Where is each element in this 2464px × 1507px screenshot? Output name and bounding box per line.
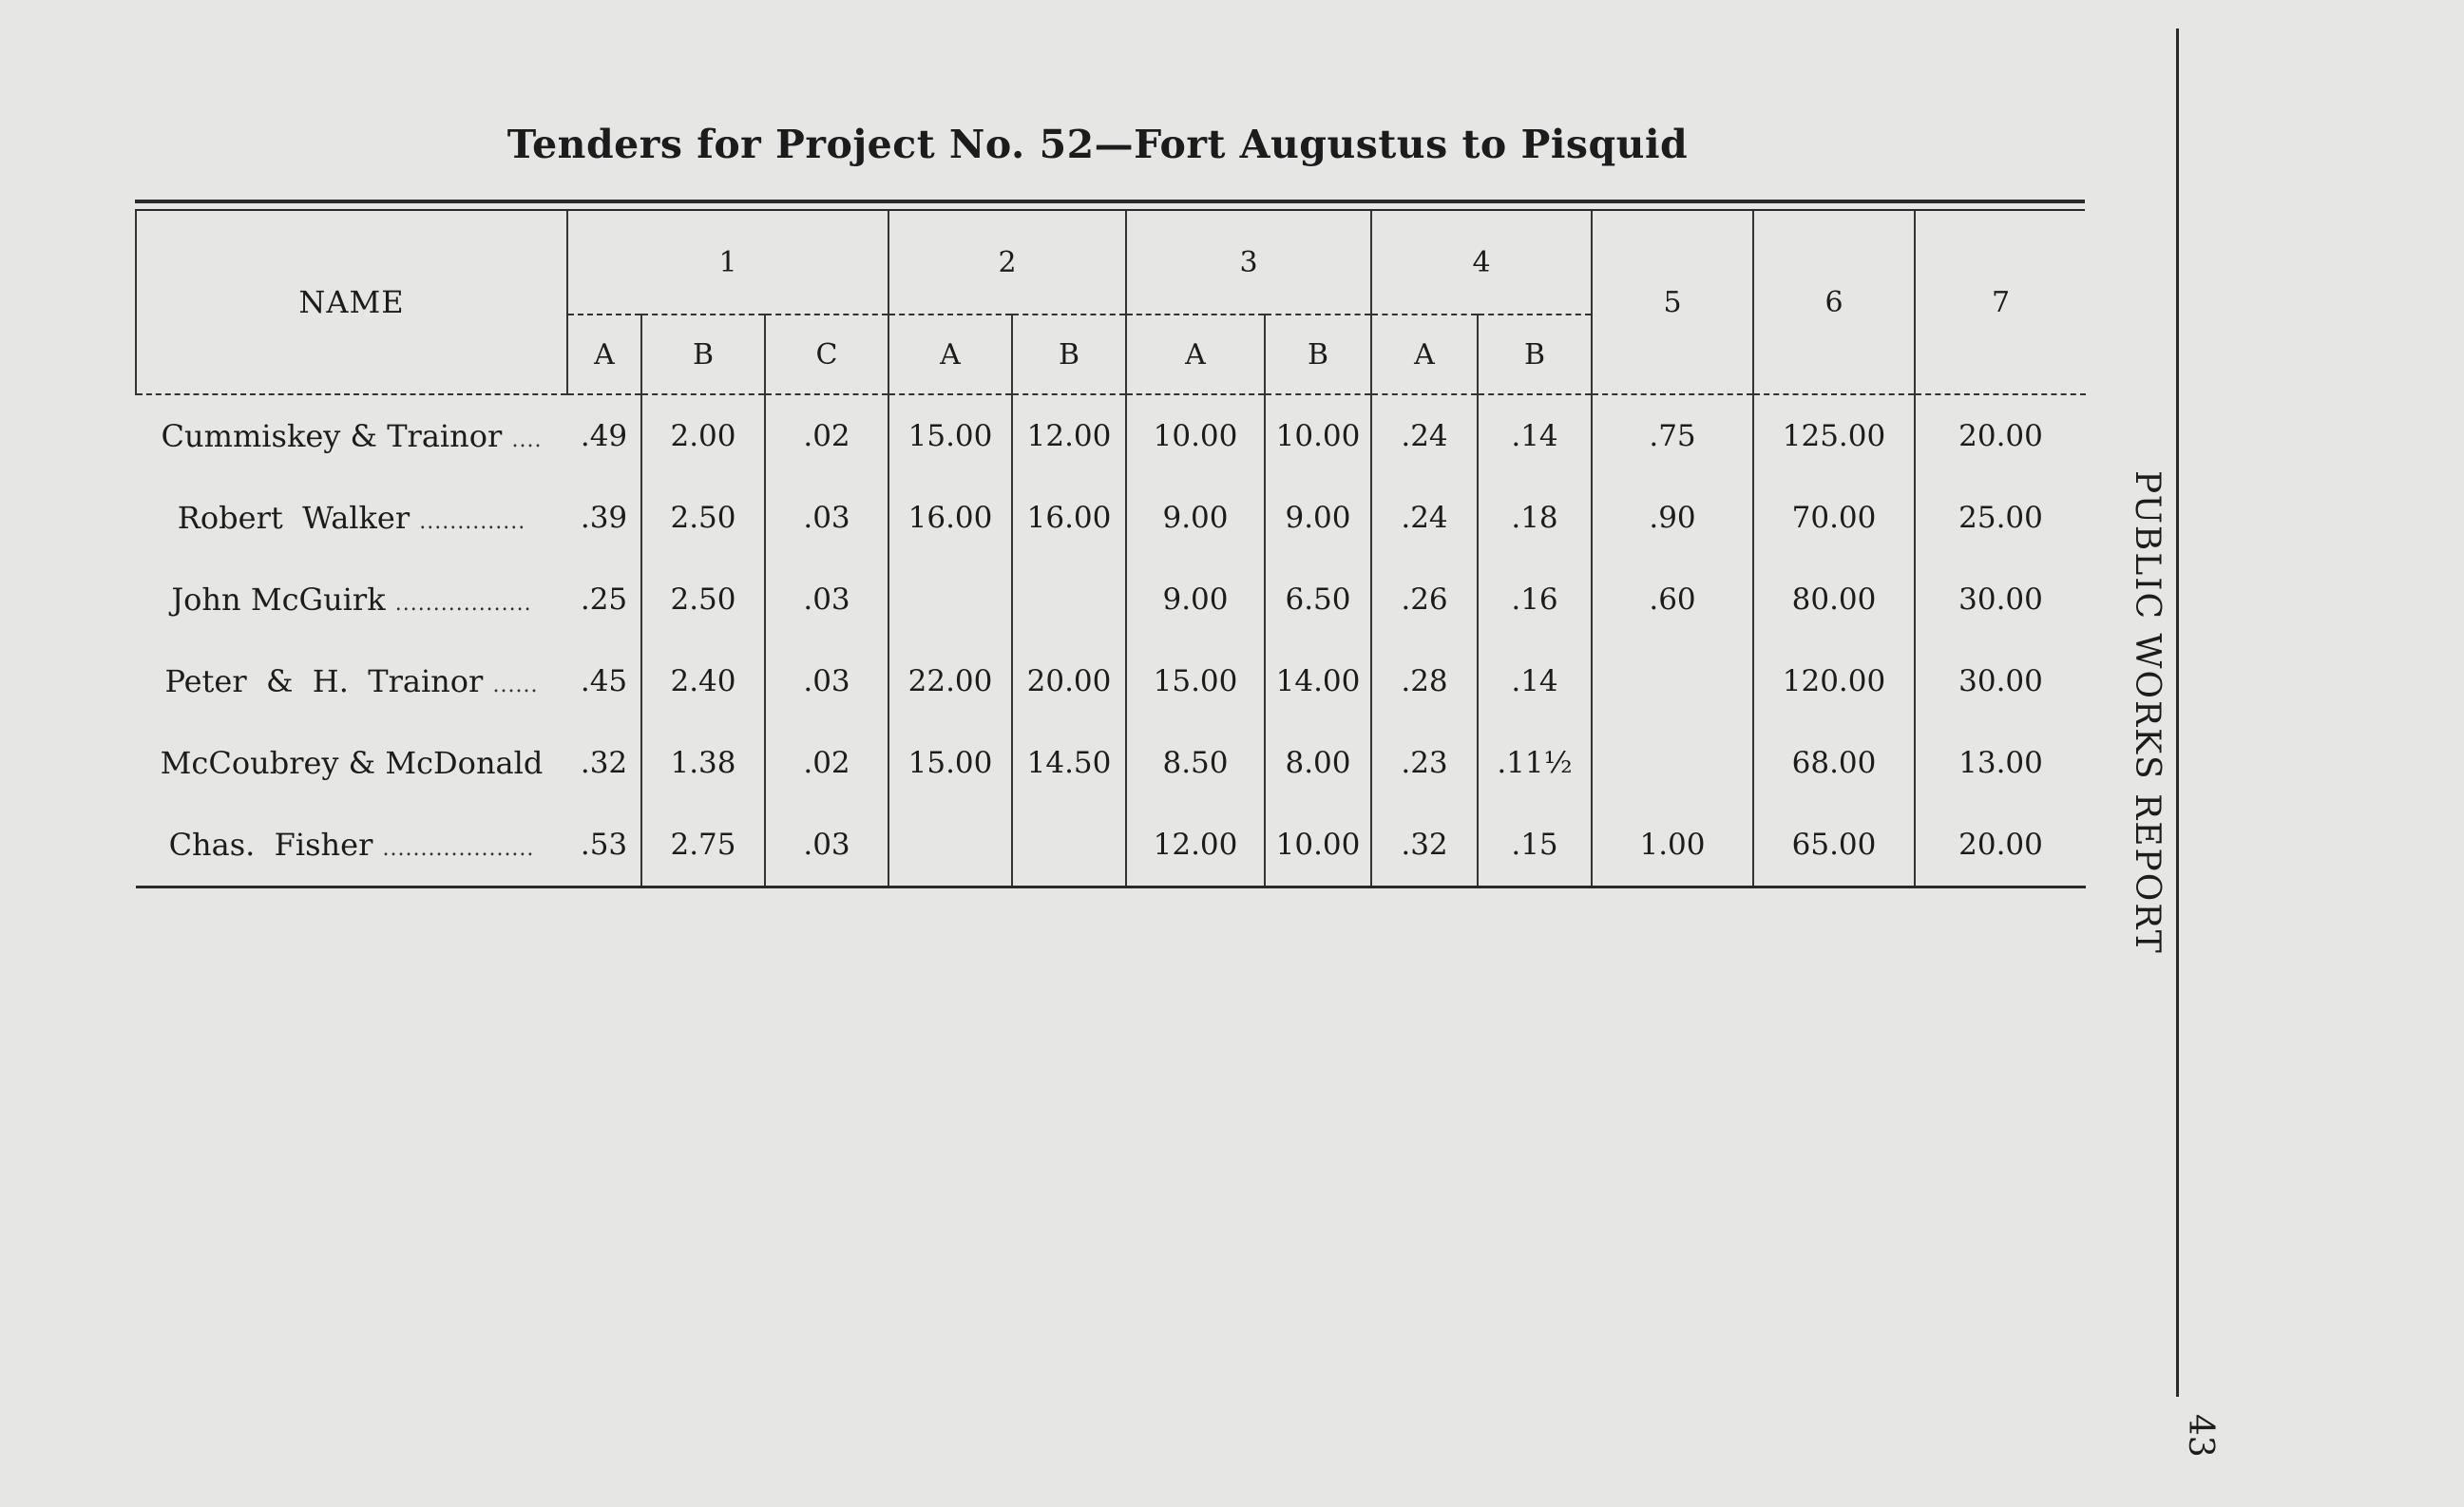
bid-cell: 9.00 xyxy=(1265,477,1371,559)
bid-cell: 10.00 xyxy=(1265,804,1371,887)
bid-cell: .16 xyxy=(1478,559,1592,640)
tenderer-name-cell xyxy=(136,477,567,559)
bid-cell: .18 xyxy=(1478,477,1592,559)
dot-leader: ...... xyxy=(492,674,539,697)
page-number: 43 xyxy=(2181,1414,2220,1458)
bid-cell: 80.00 xyxy=(1753,559,1915,640)
bid-cell: 20.00 xyxy=(1915,804,2086,887)
bid-cell: 12.00 xyxy=(1012,394,1126,477)
running-header: PUBLIC WORKS REPORT xyxy=(2128,470,2167,955)
bid-cell: 2.00 xyxy=(641,394,765,477)
bid-cell: 1.38 xyxy=(641,722,765,804)
bid-cell: 15.00 xyxy=(888,394,1012,477)
bid-cell: .32 xyxy=(580,746,628,780)
bid-cell: .32 xyxy=(1371,804,1478,887)
bid-cell: 30.00 xyxy=(1915,640,2086,722)
bid-cell: .90 xyxy=(1592,477,1753,559)
bid-cell: .14 xyxy=(1478,640,1592,722)
bid-cell xyxy=(1012,559,1126,640)
sub-header-3b: B xyxy=(1265,315,1371,394)
bid-cell xyxy=(1012,804,1126,887)
tenderer-name: Cummiskey & Trainor xyxy=(161,418,503,454)
bid-cell: 2.50 xyxy=(641,559,765,640)
table-row xyxy=(136,640,2086,722)
group-header-3: 3 xyxy=(1126,211,1371,315)
bid-cell: 120.00 xyxy=(1753,640,1915,722)
tenderer-name-cell xyxy=(136,559,567,640)
page-title: Tenders for Project No. 52—Fort Augustus to Pisquid xyxy=(506,122,1689,167)
bid-cell: 9.00 xyxy=(1126,559,1265,640)
bid-cell: .03 xyxy=(765,640,888,722)
bid-cell: .49 xyxy=(580,419,628,453)
sub-header-4b: B xyxy=(1478,315,1592,394)
sub-header-3a: A xyxy=(1126,315,1265,394)
bid-cell: .45 xyxy=(580,664,628,698)
bid-cell: 10.00 xyxy=(1265,394,1371,477)
bid-cell: 14.50 xyxy=(1012,722,1126,804)
tenderer-name-cell xyxy=(136,640,567,722)
bid-cell: 20.00 xyxy=(1012,640,1126,722)
bid-cell: 8.50 xyxy=(1126,722,1265,804)
bid-cell: 68.00 xyxy=(1753,722,1915,804)
bid-cell: 2.40 xyxy=(641,640,765,722)
group-header-4: 4 xyxy=(1371,211,1592,315)
bid-cell: .03 xyxy=(765,477,888,559)
bid-cell: 25.00 xyxy=(1915,477,2086,559)
bid-cell: .26 xyxy=(1371,559,1478,640)
sub-header-2b: B xyxy=(1012,315,1126,394)
bid-cell: 12.00 xyxy=(1126,804,1265,887)
bid-cell: 30.00 xyxy=(1915,559,2086,640)
bid-cell: 22.00 xyxy=(888,640,1012,722)
bid-cell: 15.00 xyxy=(1126,640,1265,722)
dot-leader: .................. xyxy=(394,592,532,616)
bid-cell: 2.75 xyxy=(641,804,765,887)
bid-cell: 20.00 xyxy=(1915,394,2086,477)
group-header-2: 2 xyxy=(888,211,1126,315)
tenderer-name-cell xyxy=(136,722,567,804)
tenderer-name: McCoubrey & McDonald xyxy=(160,745,544,781)
table-row xyxy=(136,722,2086,804)
bid-cell: 70.00 xyxy=(1753,477,1915,559)
dot-leader: .............. xyxy=(419,510,526,534)
dot-leader: .................... xyxy=(382,837,535,861)
bid-cell: 13.00 xyxy=(1915,722,2086,804)
dot-leader: .... xyxy=(511,429,543,452)
bid-cell: .24 xyxy=(1371,394,1478,477)
group-header-6: 6 xyxy=(1753,211,1915,394)
bid-cell: .02 xyxy=(765,722,888,804)
sub-header-1b: B xyxy=(641,315,765,394)
bid-cell: .28 xyxy=(1371,640,1478,722)
top-double-rule-upper xyxy=(135,200,2085,203)
bid-cell: 8.00 xyxy=(1265,722,1371,804)
bid-cell: .14 xyxy=(1478,394,1592,477)
tenderer-name: Chas. Fisher xyxy=(168,827,373,863)
bid-cell: 65.00 xyxy=(1753,804,1915,887)
table-row xyxy=(136,394,2086,477)
tenderer-name-cell xyxy=(136,394,567,477)
tenderer-name-cell xyxy=(136,804,567,887)
sub-header-1a: A xyxy=(567,315,641,394)
bid-cell xyxy=(1592,722,1753,804)
sub-header-1c: C xyxy=(765,315,888,394)
bid-cell: 10.00 xyxy=(1126,394,1265,477)
bid-cell: 16.00 xyxy=(888,477,1012,559)
group-header-1: 1 xyxy=(567,211,888,315)
bid-cell: .75 xyxy=(1592,394,1753,477)
bid-cell: 1.00 xyxy=(1592,804,1753,887)
tenders-table xyxy=(135,211,2086,888)
bid-cell: 9.00 xyxy=(1126,477,1265,559)
bid-cell: .25 xyxy=(580,582,628,617)
bid-cell: 16.00 xyxy=(1012,477,1126,559)
table-row xyxy=(136,559,2086,640)
bid-cell: .15 xyxy=(1478,804,1592,887)
bid-cell: .53 xyxy=(567,804,641,887)
bid-cell: 2.50 xyxy=(641,477,765,559)
bid-cell: .03 xyxy=(765,804,888,887)
bid-cell xyxy=(888,559,1012,640)
bid-cell: 6.50 xyxy=(1265,559,1371,640)
group-header-5: 5 xyxy=(1592,211,1753,394)
table-row xyxy=(136,804,2086,887)
bid-cell: 14.00 xyxy=(1265,640,1371,722)
tenderer-name: John McGuirk xyxy=(171,582,386,618)
bid-cell: .03 xyxy=(765,559,888,640)
name-column-header: NAME xyxy=(136,211,567,394)
right-margin-rule xyxy=(2176,29,2179,1397)
group-header-row xyxy=(136,211,2086,315)
table-row xyxy=(136,477,2086,559)
tenderer-name: Peter & H. Trainor xyxy=(164,663,484,699)
sub-header-4a: A xyxy=(1371,315,1478,394)
bid-cell: .39 xyxy=(580,501,628,535)
bid-cell xyxy=(888,804,1012,887)
bid-cell: .11½ xyxy=(1478,722,1592,804)
bid-cell: 125.00 xyxy=(1753,394,1915,477)
group-header-7: 7 xyxy=(1915,211,2086,394)
bid-cell xyxy=(1592,640,1753,722)
bid-cell: .60 xyxy=(1592,559,1753,640)
bid-cell: .24 xyxy=(1371,477,1478,559)
tenderer-name: Robert Walker xyxy=(177,500,411,536)
bid-cell: 15.00 xyxy=(888,722,1012,804)
sub-header-2a: A xyxy=(888,315,1012,394)
bid-cell: .02 xyxy=(765,394,888,477)
bid-cell: .23 xyxy=(1371,722,1478,804)
